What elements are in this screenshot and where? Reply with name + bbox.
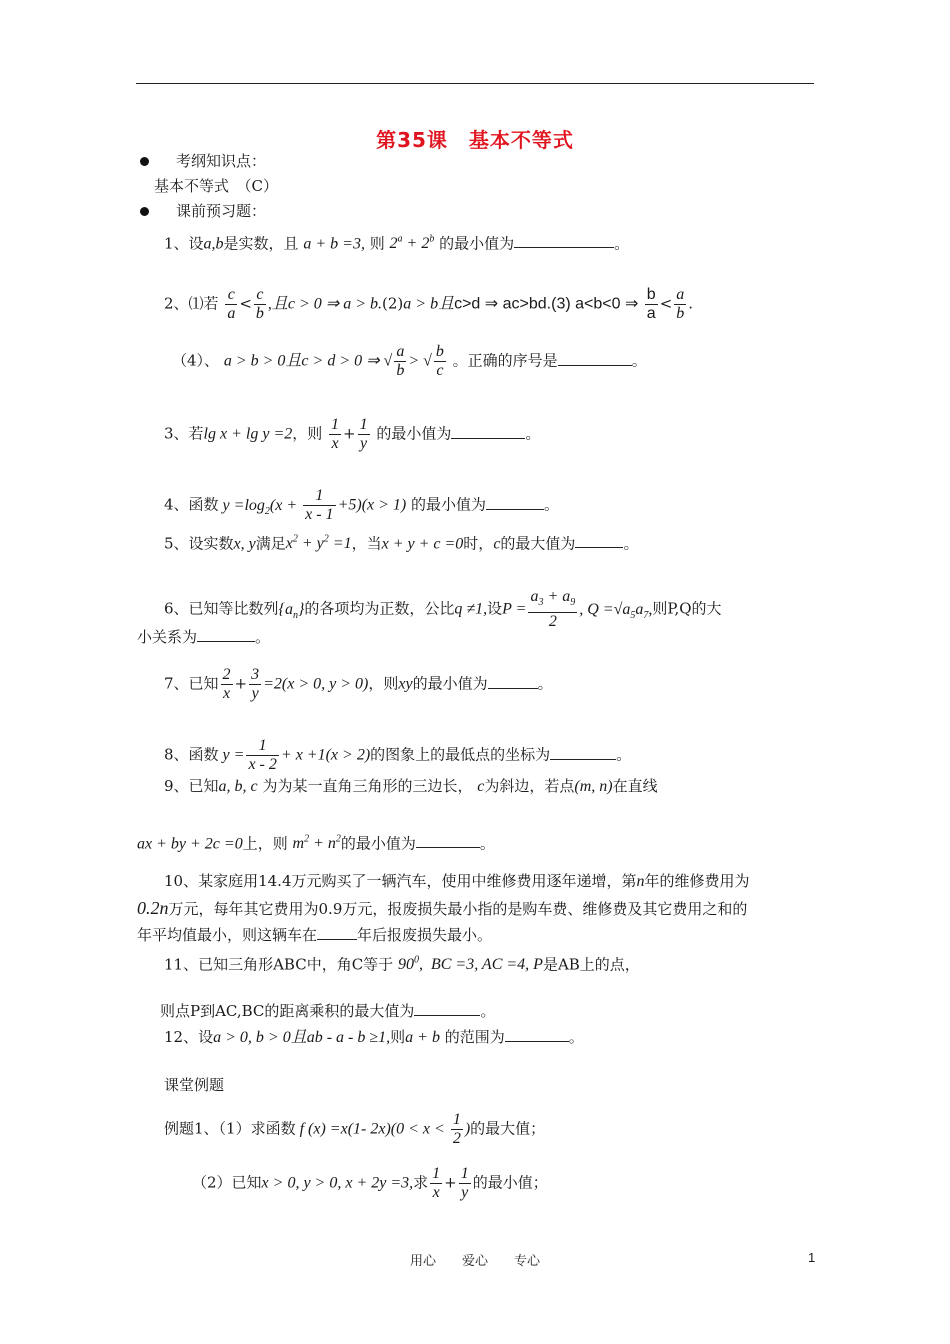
problem-9-line2: ax + by + 2c =0上，则 $m^2 + n^2$的最小值为 。 xyxy=(137,834,495,853)
problem-2-part-4: （4）、 a > b > 0且c > d > 0 ⇒ √ $\frac{a}{b}$ > √ $\frac{b}{c}$ 。正确的序号是 。 xyxy=(172,343,647,379)
bullet-icon xyxy=(140,157,149,166)
problem-4: 4、函数 $y =\log_2(x$ + $\frac{1}{x - 1}$ +5)(x > 1) 的最小值为 。 xyxy=(164,487,560,523)
header-rule xyxy=(136,83,814,84)
problem-7: 7、已知 $\frac{2}{x}$ + $\frac{3}{y}$ =2(x > 0, y > 0)，则xy的最小值为 。 xyxy=(164,666,553,702)
page-number: 1 xyxy=(808,1250,816,1265)
problem-3: 3、若lg x + lg y =2，则 $\frac{1}{x}$ + $\frac{1}{y}$ 的最小值为 。 xyxy=(164,416,541,452)
problem-10-line3: 年平均值最小，则这辆车在 年后报废损失最小。 xyxy=(137,926,493,944)
problem-11: 11、已知三角形ABC中，角C等于 $90^0$, BC =3, AC =4, P是AB上的点， xyxy=(164,955,640,974)
bullet-icon xyxy=(140,207,149,216)
problem-1: 1、设a,b是实数，且 a + b =3, 则 $2^a + 2^b$ 的最小值为 。 xyxy=(164,234,630,253)
page-title: 第35课 基本不等式 xyxy=(376,128,574,152)
footer-text: 用心 爱心 专心 xyxy=(409,1254,540,1269)
problem-5: 5、设实数x, y满足$x^2 + y^2 =1$，当x + y + c =0时，c的最大值为 。 xyxy=(164,534,639,553)
syllabus-item: 基本不等式 （C） xyxy=(154,177,278,195)
preview-heading: 课前预习题： xyxy=(176,202,267,220)
problem-8: 8、函数 y = $\frac{1}{x - 2}$ + x +1(x > 2)的图象上的最低点的坐标为 。 xyxy=(164,737,632,773)
problem-6-line2: 小关系为 。 xyxy=(137,628,271,646)
problem-11-line2: 则点P到AC,BC的距离乘积的最大值为 。 xyxy=(160,1002,496,1020)
problem-10-line2: 0.2n万元，每年其它费用为0.9万元，报废损失最小指的是购车费、维修费及其它费用之和的 xyxy=(137,898,748,918)
problem-6: 6、已知等比数列$\{a_n\}$的各项均为正数，公比q ≠1,设P = $\frac{a_3 + a_9}{2}$ , $Q =√a_5a_7$,则P,Q的大 xyxy=(164,588,722,631)
problem-12: 12、设a > 0, b > 0且ab - a - b ≥1,则a + b 的范围为 。 xyxy=(164,1028,584,1046)
example-1-part-2: （2）已知x > 0, y > 0, x + 2y =3,求 $\frac{1}{x}$ + $\frac{1}{y}$ 的最小值； xyxy=(192,1165,548,1201)
problem-9: 9、已知a, b, c 为为某一直角三角形的三边长， c为斜边，若点(m, n)在直线 xyxy=(164,777,658,795)
problem-10: 10、某家庭用14.4万元购买了一辆汽车，使用中维修费用逐年递增，第n年的维修费用为 xyxy=(164,872,750,890)
classroom-heading: 课堂例题 xyxy=(164,1076,225,1094)
problem-2: 2、⑴若 $\frac{c}{a}$ < $\frac{c}{b}$ ,且c > 0 ⇒ a > b.(2)a > b且c>d ⇒ ac>bd.(3) a<b<0 ⇒ $\frac{b}{a}$ < $\frac{a}{b}$ . xyxy=(164,286,694,322)
syllabus-heading: 考纲知识点： xyxy=(176,152,267,170)
example-1: 例题1、（1）求函数 f (x) =x(1- 2x)(0 < x < $\frac{1}{2}$ )的最大值； xyxy=(164,1111,546,1147)
